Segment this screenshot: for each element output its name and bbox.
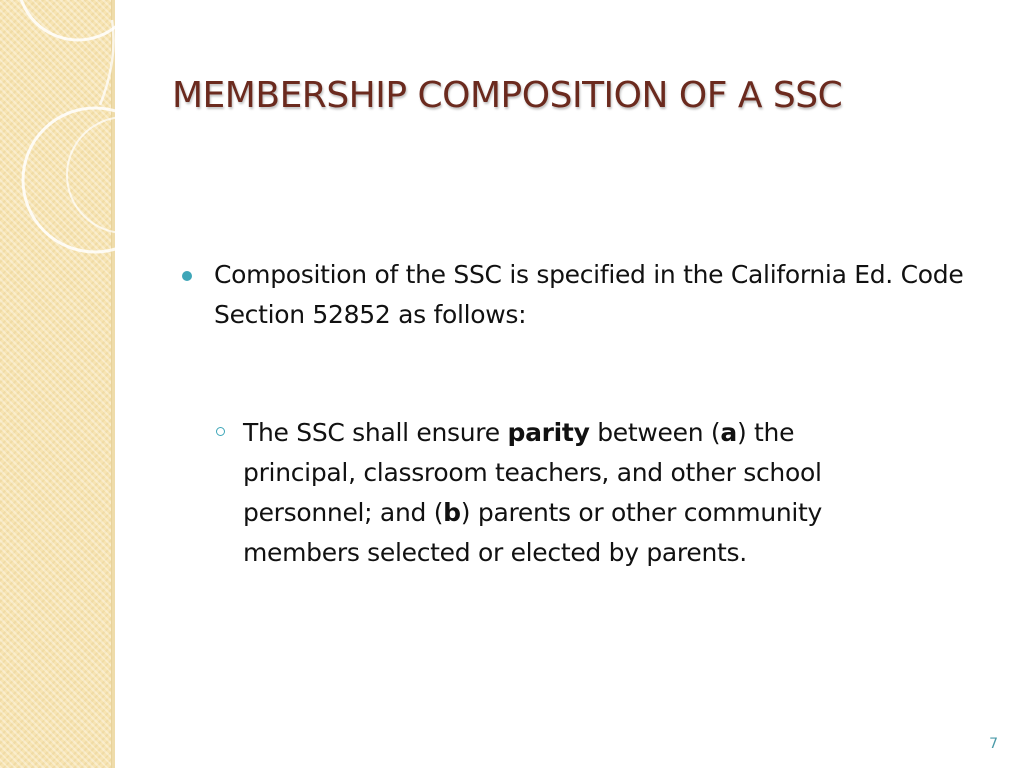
sub-bullet-bold-a: a xyxy=(720,418,737,447)
slide-title: MEMBERSHIP COMPOSITION OF A SSC xyxy=(172,75,843,116)
decorative-swirl-circles xyxy=(0,0,180,260)
page-number: 7 xyxy=(989,736,998,752)
hollow-circle-bullet-icon xyxy=(216,427,225,436)
sub-bullet-text-part4: ) parents or other community members selected or elected by parents. xyxy=(243,498,823,567)
sub-bullet-text-part2: between ( xyxy=(589,418,721,447)
sub-bullet-bold-parity: parity xyxy=(507,418,590,447)
bullet-text: Composition of the SSC is specified in the California Ed. Code Section 52852 as follows: xyxy=(214,260,964,329)
bullet-item xyxy=(178,255,998,335)
sub-bullet-bold-b: b xyxy=(443,498,461,527)
slide-body xyxy=(178,255,998,573)
sub-bullet-text-part3: ) the principal, classroom teachers, and other school personnel; and ( xyxy=(243,418,822,527)
sub-bullet-item xyxy=(214,413,914,573)
sub-bullet-text-part1: The SSC shall ensure xyxy=(243,418,508,447)
filled-circle-bullet-icon xyxy=(182,271,192,281)
